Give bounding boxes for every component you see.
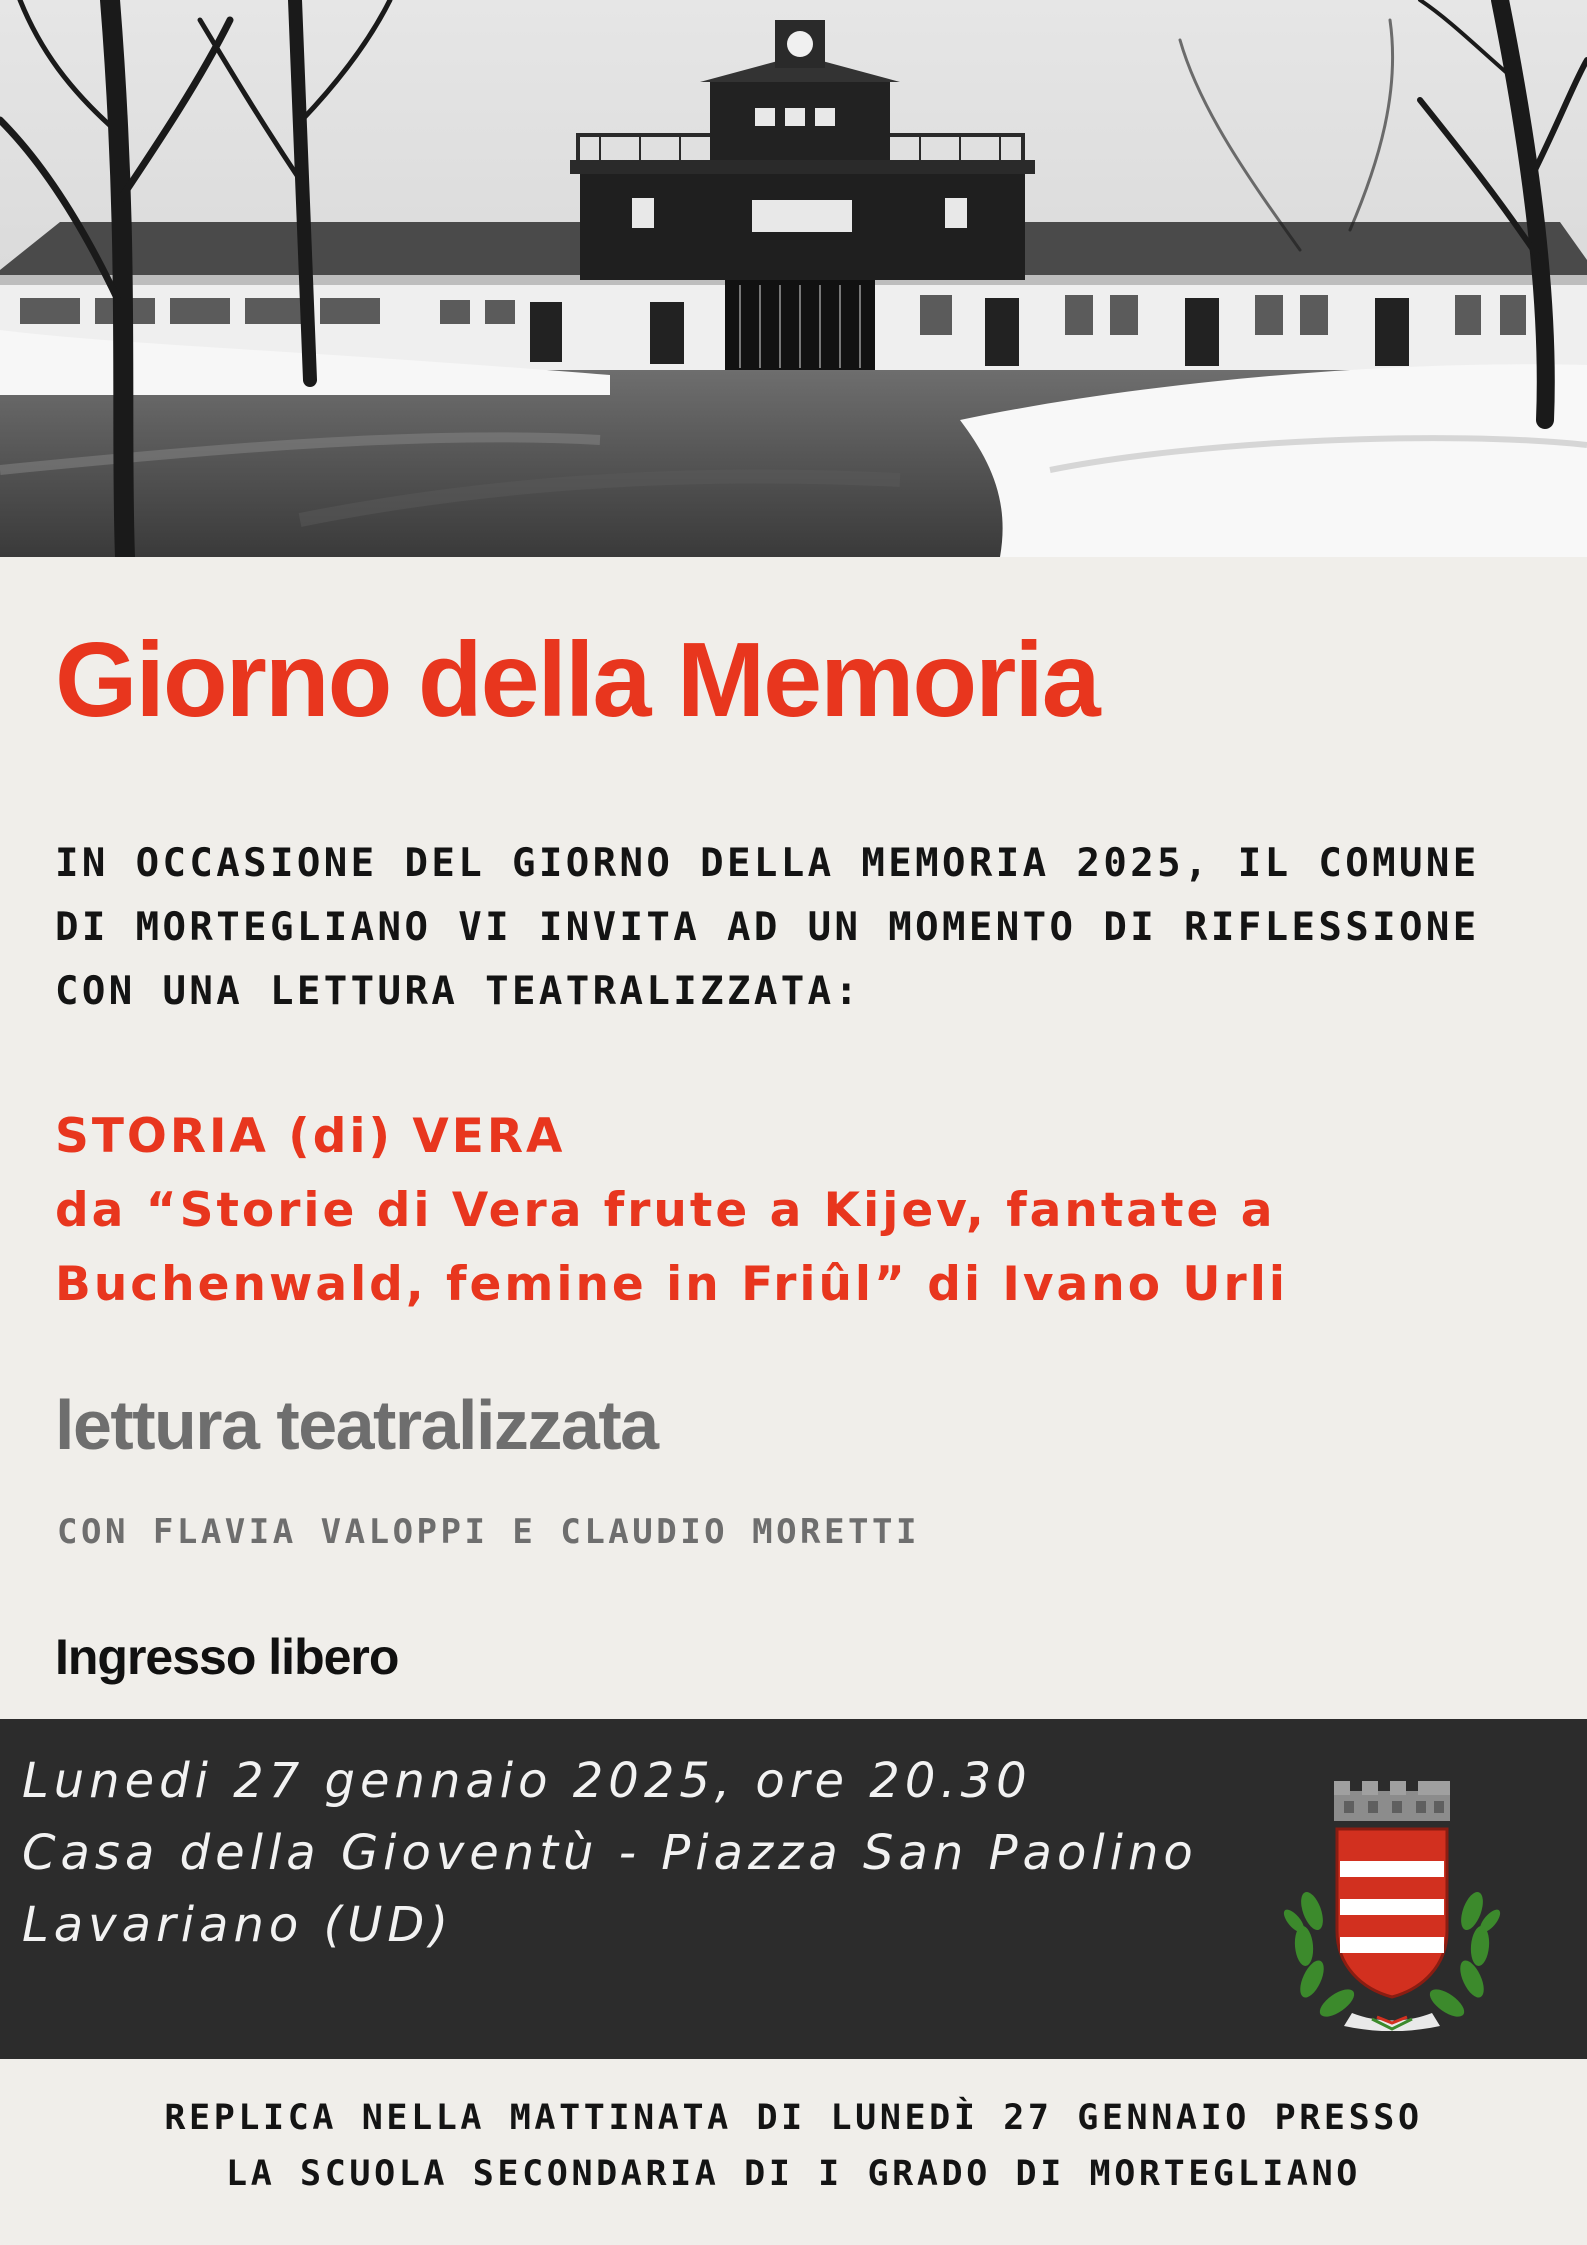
footer-note [0,2090,1587,2202]
intro-line: CON UNA LETTURA TEATRALIZZATA: [55,969,862,1014]
footer-line: LA SCUOLA SECONDARIA DI I GRADO DI MORTEGLIANO [226,2154,1361,2194]
show-name: STORIA (di) VERA [55,1109,566,1164]
show-source-line: Buchenwald, femine in Friûl” di Ivano Urli [55,1257,1288,1312]
entry-note: Ingresso libero [55,1629,399,1685]
gatehouse-photo-illustration [0,0,1587,557]
intro-line: DI MORTEGLIANO VI INVITA AD UN MOMENTO DI RIFLESSIONE [55,905,1480,950]
show-subtitle: lettura teatralizzata [55,1386,658,1464]
intro-line: IN OCCASIONE DEL GIORNO DELLA MEMORIA 2025, IL COMUNE [55,841,1480,886]
municipal-crest-icon [1282,1761,1502,2031]
header-photo [0,0,1587,557]
cast-credits: CON FLAVIA VALOPPI E CLAUDIO MORETTI [57,1512,920,1552]
event-town: Lavariano (UD) [22,1897,454,1953]
show-info [55,1100,1565,1322]
show-source-line: da “Storie di Vera frute a Kijev, fantate a [55,1183,1276,1238]
footer-line: REPLICA NELLA MATTINATA DI LUNEDÌ 27 GENNAIO PRESSO [164,2098,1423,2138]
intro-text [55,832,1555,1024]
page-title: Giorno della Memoria [55,621,1099,739]
event-details [22,1745,1198,1961]
event-date-time: Lunedi 27 gennaio 2025, ore 20.30 [22,1753,1032,1809]
event-venue: Casa della Gioventù - Piazza San Paolino [22,1825,1198,1881]
event-details-band [0,1719,1587,2059]
